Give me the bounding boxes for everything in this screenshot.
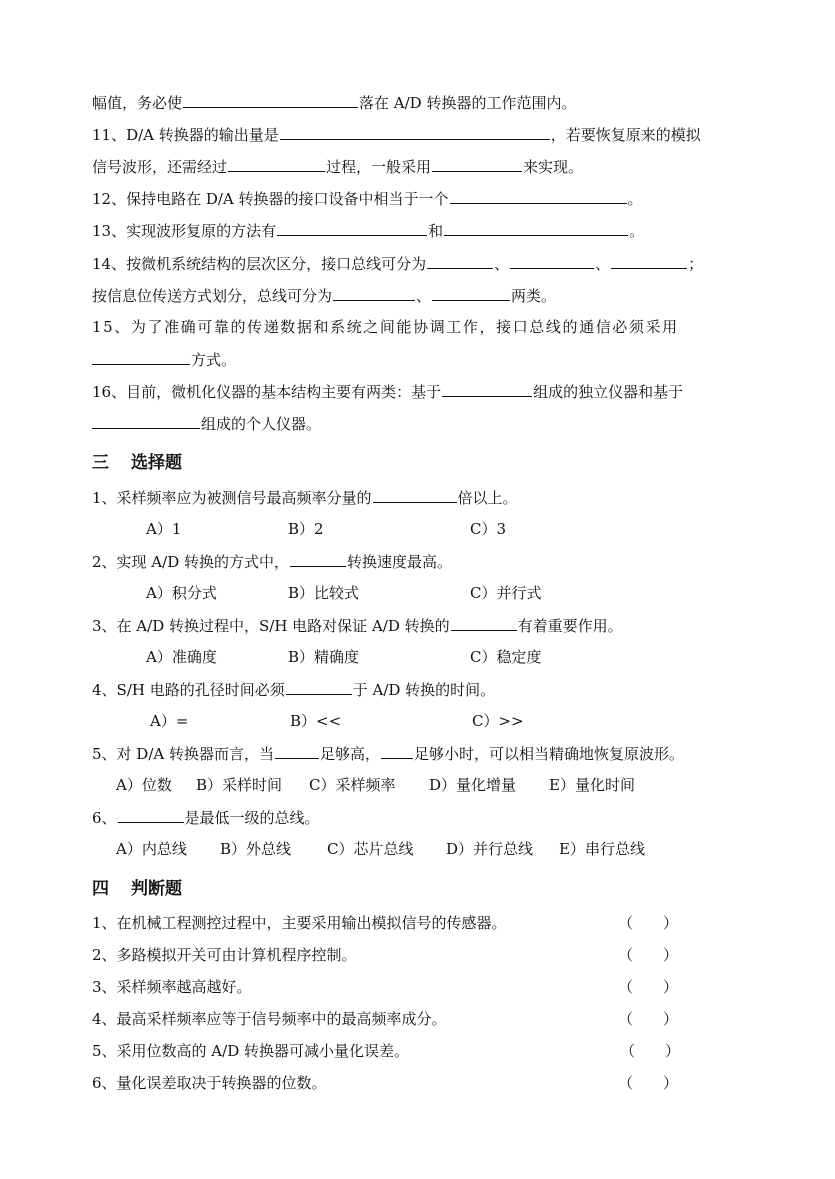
blank xyxy=(432,156,522,172)
option-b: B）外总线 xyxy=(220,840,292,858)
question-16-line-1 xyxy=(92,381,683,402)
blank xyxy=(442,381,532,397)
option-a: A）积分式 xyxy=(146,584,217,602)
choice-5 xyxy=(92,743,684,764)
question-14-line-1 xyxy=(92,253,703,274)
judge-item-4: 4、最高采样频率应等于信号频率中的最高频率成分。 xyxy=(92,1010,447,1028)
option-b: B）精确度 xyxy=(288,648,360,666)
blank xyxy=(510,253,594,269)
judge-item-6: 6、量化误差取决于转换器的位数。 xyxy=(92,1074,327,1092)
question-15-line-1 xyxy=(92,317,746,337)
option-b: B）2 xyxy=(288,520,324,538)
option-c: C）>> xyxy=(472,712,524,730)
choice-2 xyxy=(92,551,452,572)
option-c: C）采样频率 xyxy=(309,776,396,794)
blank xyxy=(427,253,493,269)
blank xyxy=(450,188,627,204)
option-d: D）并行总线 xyxy=(446,840,534,858)
blank xyxy=(92,349,190,365)
option-d: D）量化增量 xyxy=(429,776,517,794)
section-title: 选择题 xyxy=(131,453,182,473)
text: 来实现。 xyxy=(523,158,584,176)
text: 13、实现波形复原的方法有 xyxy=(92,222,277,240)
answer-paren: （ ） xyxy=(618,1010,679,1028)
judge-item-1: 1、在机械工程测控过程中，主要采用输出模拟信号的传感器。 xyxy=(92,914,507,932)
option-b: B）<< xyxy=(290,712,342,730)
text: 足够高， xyxy=(320,745,381,763)
text: ，若要恢复原来的模拟 xyxy=(550,126,701,144)
choice-1 xyxy=(92,487,518,508)
judge-item-3: 3、采样频率越高越好。 xyxy=(92,978,252,996)
option-a: A）内总线 xyxy=(116,840,187,858)
option-c: C）3 xyxy=(470,520,507,538)
choice-6 xyxy=(92,807,320,828)
blank xyxy=(381,743,413,759)
text: 14、按微机系统结构的层次区分，接口总线可分为 xyxy=(92,255,427,273)
blank xyxy=(290,551,346,567)
text: 15、为了准确可靠的传递数据和系统之间能协调工作，接口总线的通信必须采用 xyxy=(92,318,679,336)
text: 方式。 xyxy=(191,351,237,369)
judge-item-5: 5、采用位数高的 A/D 转换器可减小量化误差。 xyxy=(92,1042,409,1060)
option-a: A）位数 xyxy=(116,776,172,794)
option-e: E）量化时间 xyxy=(549,776,635,794)
text: 足够小时，可以相当精确地恢复原波形。 xyxy=(414,745,685,763)
section-title: 判断题 xyxy=(131,879,182,899)
judge-item-2: 2、多路模拟开关可由计算机程序控制。 xyxy=(92,946,357,964)
answer-paren: （ ） xyxy=(618,978,679,996)
answer-paren: （ ） xyxy=(620,1042,681,1060)
text: 是最低一级的总线。 xyxy=(184,809,320,827)
text: 、 xyxy=(416,287,432,305)
option-b: B）采样时间 xyxy=(196,776,283,794)
option-c: C）稳定度 xyxy=(470,648,542,666)
blank xyxy=(373,487,457,503)
blank xyxy=(286,679,352,695)
section-number: 四 xyxy=(92,879,109,899)
answer-paren: （ ） xyxy=(618,946,679,964)
text: 有着重要作用。 xyxy=(517,617,623,635)
text: 于 A/D 转换的时间。 xyxy=(352,681,496,699)
answer-paren: （ ） xyxy=(618,914,679,932)
blank xyxy=(444,220,628,236)
text: 组成的个人仪器。 xyxy=(201,415,322,433)
text: 3、在 A/D 转换过程中，S/H 电路对保证 A/D 转换的 xyxy=(92,617,450,635)
question-11-line-2 xyxy=(92,156,583,177)
question-11-line-1 xyxy=(92,124,701,145)
option-a: A）= xyxy=(150,712,189,730)
section-number: 三 xyxy=(92,453,109,473)
blank xyxy=(275,743,319,759)
blank xyxy=(280,124,550,140)
text: 倍以上。 xyxy=(457,489,518,507)
text: 12、保持电路在 D/A 转换器的接口设备中相当于一个 xyxy=(92,190,449,208)
choice-4 xyxy=(92,679,495,700)
option-a: A）1 xyxy=(146,520,182,538)
blank xyxy=(92,413,200,429)
text: 、 xyxy=(595,255,611,273)
text: 信号波形，还需经过 xyxy=(92,158,228,176)
text: 幅值，务必使 xyxy=(92,94,183,112)
blank xyxy=(611,253,687,269)
question-13 xyxy=(92,220,644,241)
option-a: A）准确度 xyxy=(146,648,217,666)
text: 过程，一般采用 xyxy=(326,158,432,176)
section-4-heading xyxy=(92,879,182,899)
text: 按信息位传送方式划分，总线可分为 xyxy=(92,287,333,305)
text: 5、对 D/A 转换器而言，当 xyxy=(92,745,274,763)
question-15-line-2 xyxy=(92,349,236,370)
blank xyxy=(183,92,358,108)
text: 11、D/A 转换器的输出量是 xyxy=(92,126,279,144)
question-16-line-2 xyxy=(92,413,321,434)
fill-line-0 xyxy=(92,92,576,113)
blank xyxy=(432,285,510,301)
text: ； xyxy=(688,255,704,273)
option-c: C）并行式 xyxy=(470,584,542,602)
text: 2、实现 A/D 转换的方式中， xyxy=(92,553,289,571)
blank xyxy=(333,285,415,301)
text: 6、 xyxy=(92,809,117,827)
option-b: B）比较式 xyxy=(288,584,360,602)
text: 1、采样频率应为被测信号最高频率分量的 xyxy=(92,489,372,507)
text: 16、目前，微机化仪器的基本结构主要有两类：基于 xyxy=(92,383,442,401)
text: 组成的独立仪器和基于 xyxy=(533,383,684,401)
blank xyxy=(118,807,184,823)
text: 、 xyxy=(494,255,510,273)
choice-3 xyxy=(92,615,623,636)
option-c: C）芯片总线 xyxy=(327,840,414,858)
question-14-line-2 xyxy=(92,285,556,306)
text: 转换速度最高。 xyxy=(347,553,453,571)
question-12 xyxy=(92,188,643,209)
blank xyxy=(228,156,325,172)
text: 。 xyxy=(627,190,643,208)
option-e: E）串行总线 xyxy=(559,840,645,858)
blank xyxy=(451,615,517,631)
blank xyxy=(277,220,427,236)
text: 两类。 xyxy=(511,287,557,305)
section-3-heading xyxy=(92,453,182,473)
text: 和 xyxy=(428,222,444,240)
text: 4、S/H 电路的孔径时间必须 xyxy=(92,681,285,699)
answer-paren: （ ） xyxy=(618,1074,679,1092)
text: 。 xyxy=(629,222,645,240)
text: 落在 A/D 转换器的工作范围内。 xyxy=(359,94,577,112)
